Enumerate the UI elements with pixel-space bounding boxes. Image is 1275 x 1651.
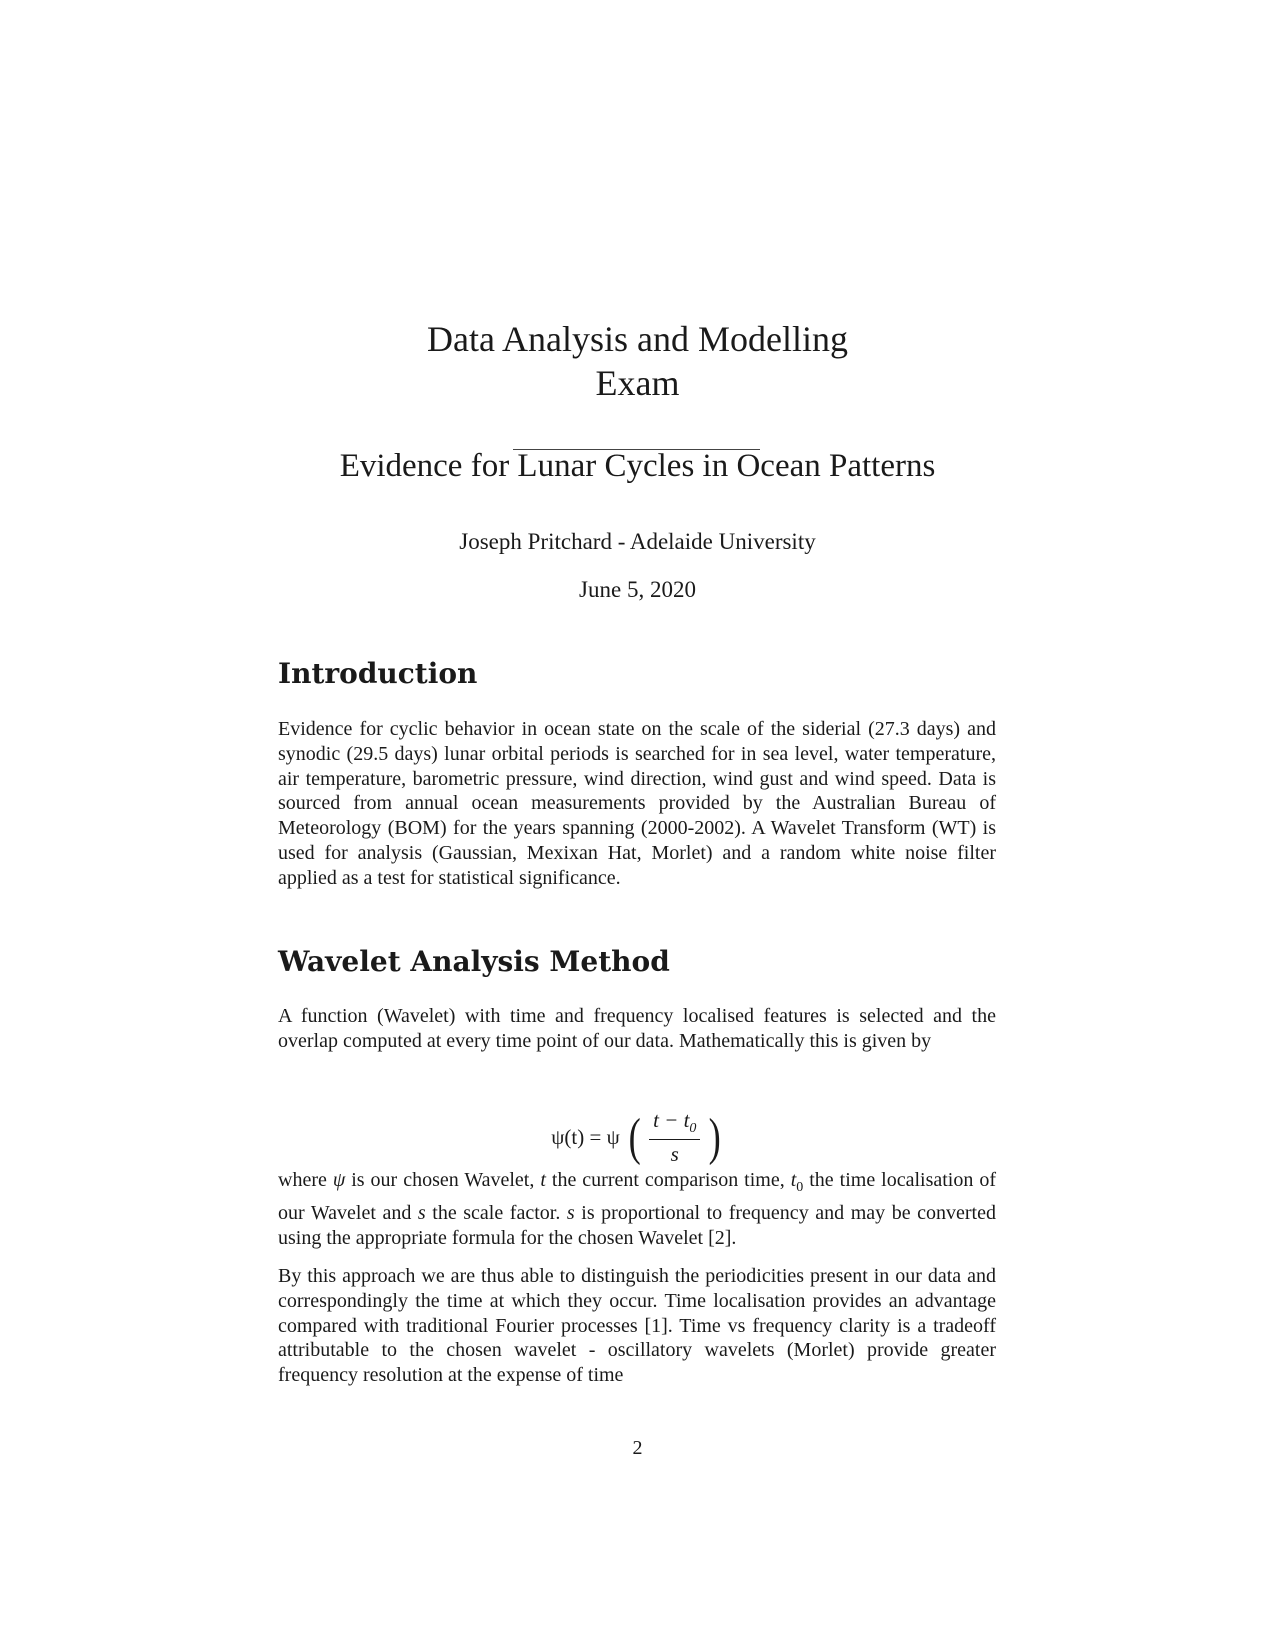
wavelet-paragraph-1: A function (Wavelet) with time and frequency localised features is selected and the overlap computed at every time point of our data. Mathematically this is given by [278,1005,996,1052]
right-paren: ) [709,1108,722,1166]
page-number: 2 [632,1437,643,1459]
wavelet-paragraph-2: where ψ is our chosen Wavelet, t the current comparison time, $t_0$ the time localisation of our Wavelet and s the scale factor. s is proportional to frequency and may be converted using the appropriate formula for the chosen Wavelet [2]. [278,1169,997,1249]
left-paren: ( [628,1108,641,1166]
wavelet-equation [0,1108,1275,1167]
title-line-2: Exam [595,363,680,403]
introduction-paragraph: Evidence for cyclic behavior in ocean state on the scale of the siderial (27.3 days) and synodic (29.5 days) lunar orbital periods is searched for in sea level, water temperature, air temperature, barometric pressure, wind direction, wind gust and wind speed. Data is sourced from annual ocean measurements provided by the Australian Bureau of Meteorology (BOM) for the years spanning (2000-2002). A Wavelet Transform (WT) is used for analysis (Gaussian, Mexixan Hat, Morlet) and a random white noise filter applied as a test for statistical significance. [278,718,996,889]
title-line-1: Data Analysis and Modelling [427,319,848,359]
equation-denominator: s [670,1142,679,1167]
date-line: June 5, 2020 [579,577,696,602]
wavelet-paragraph-3: By this approach we are thus able to distinguish the periodicities present in our data and correspondingly the time at which they occur. Time localisation provides an advantage compared with traditional Fourier processes [1]. Time vs frequency clarity is a tradeoff attributable to the chosen wavelet - oscillatory wavelets (Morlet) provide greater frequency resolution at the expense of time [278,1265,996,1387]
author-line: Joseph Pritchard - Adelaide University [459,529,816,554]
wavelet-method-heading: Wavelet Analysis Method [278,945,670,978]
equation-fraction [649,1108,700,1167]
introduction-heading: Introduction [278,657,478,690]
equation-lhs: ψ(t) = ψ [551,1125,620,1150]
equation-numerator: $t - t_0$ [649,1108,700,1140]
paper-subtitle: Evidence for Lunar Cycles in Ocean Patterns [339,448,936,484]
